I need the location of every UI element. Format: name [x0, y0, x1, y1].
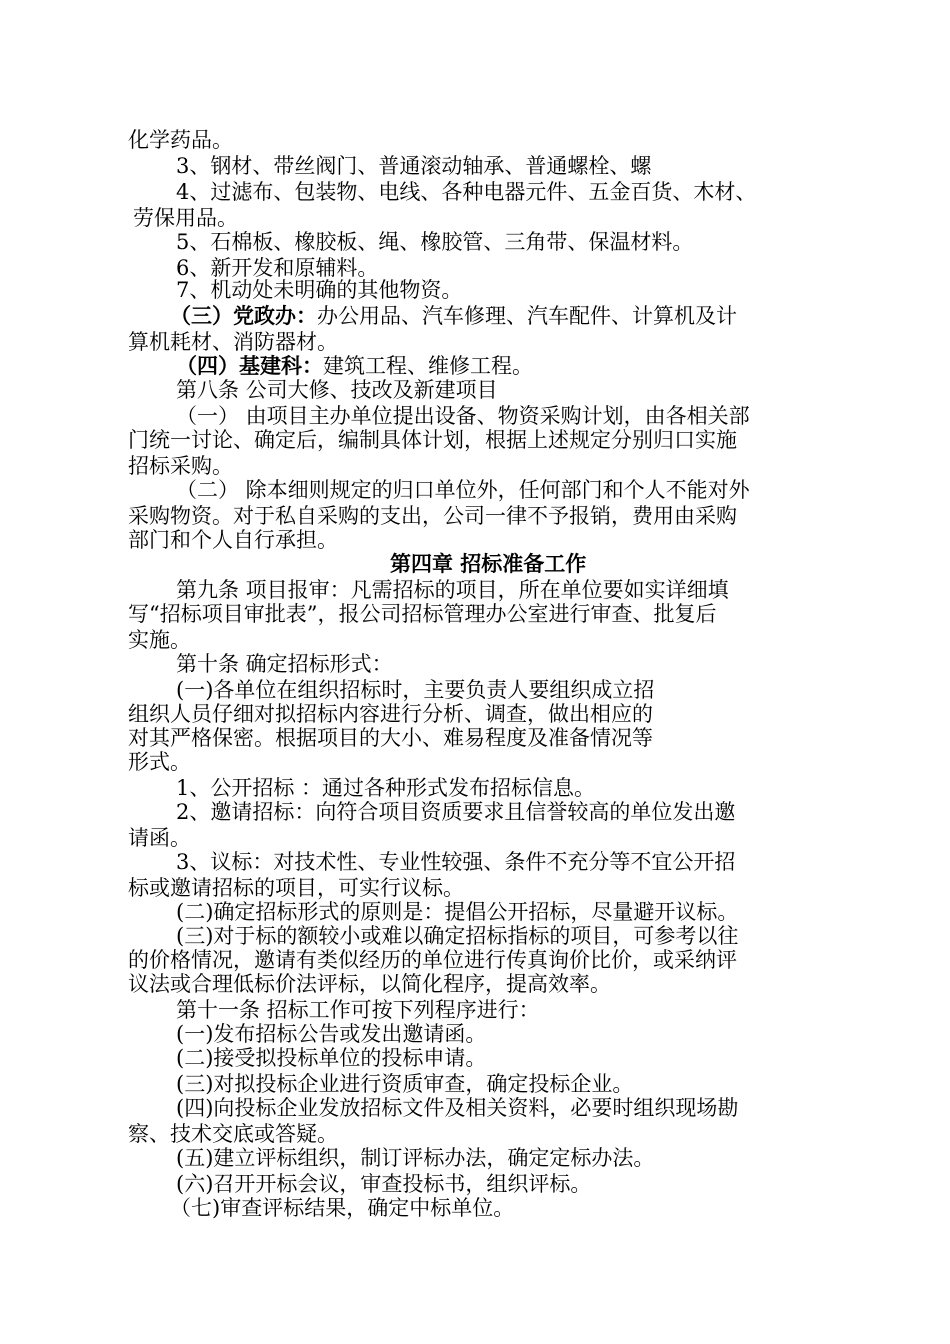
text-line: 门统一讨论、确定后，编制具体计划，根据上述规定分别归口实施	[128, 428, 737, 452]
section-text: 办公用品、汽车修理、汽车配件、计算机及计	[317, 304, 737, 328]
text-line: 第九条 项目报审：凡需招标的项目，所在单位要如实详细填	[176, 578, 729, 602]
text-line: 对其严格保密。根据项目的大小、难易程度及准备情况等	[128, 726, 653, 750]
text-line: （七)审查评标结果，确定中标单位。	[170, 1196, 515, 1220]
text-line: 实施。	[128, 628, 191, 652]
text-line: （一） 由项目主办单位提出设备、物资采购计划，由各相关部	[176, 404, 750, 428]
text-line: 3、议标：对技术性、专业性较强、条件不充分等不宜公开招	[176, 850, 736, 874]
article-heading: 第十一条 招标工作可按下列程序进行：	[176, 998, 540, 1022]
text-line: 7、机动处未明确的其他物资。	[176, 278, 463, 302]
text-line: 组织人员仔细对拟招标内容进行分析、调查，做出相应的	[128, 702, 653, 726]
text-line: 算机耗材、消防器材。	[128, 330, 338, 354]
text-line: 6、新开发和原辅料。	[176, 256, 379, 280]
text-line: 2、邀请招标：向符合项目资质要求且信誉较高的单位发出邀	[176, 800, 736, 824]
text-line: (一)发布招标公告或发出邀请函。	[176, 1022, 487, 1046]
text-line: 的价格情况，邀请有类似经历的单位进行传真询价比价，或采纳评	[128, 948, 737, 972]
section-label: （三）党政办：	[170, 303, 317, 328]
text-line: 察、技术交底或答疑。	[128, 1122, 338, 1146]
text-line: （二） 除本细则规定的归口单位外，任何部门和个人不能对外	[176, 478, 750, 502]
text-line: (六)召开开标会议，审查投标书，组织评标。	[176, 1172, 592, 1196]
text-line: 部门和个人自行承担。	[128, 528, 338, 552]
text-line: 请函。	[128, 826, 191, 850]
text-line: 招标采购。	[128, 454, 233, 478]
text-line: 议法或合理低标价法评标，以简化程序，提高效率。	[128, 972, 611, 996]
text-line: (三)对拟投标企业进行资质审查，确定投标企业。	[176, 1072, 634, 1096]
text-line: 3、钢材、带丝阀门、普通滚动轴承、普通螺栓、螺	[176, 154, 652, 178]
text-line: (三)对于标的额较小或难以确定招标指标的项目，可参考以往	[176, 924, 739, 948]
text-line: 标或邀请招标的项目，可实行议标。	[128, 876, 464, 900]
text-line: (一)各单位在组织招标时，主要负责人要组织成立招	[176, 678, 655, 702]
text-line: (二)接受拟投标单位的投标申请。	[176, 1046, 487, 1070]
text-line: 5、石棉板、橡胶板、绳、橡胶管、三角带、保温材料。	[176, 230, 694, 254]
text-line: 4、过滤布、包装物、电线、各种电器元件、五金百货、木材、	[176, 180, 757, 204]
text-line: (二)确定招标形式的原则是：提倡公开招标，尽量避开议标。	[176, 900, 739, 924]
article-heading: 第十条 确定招标形式：	[176, 652, 393, 676]
text-line: 采购物资。对于私自采购的支出，公司一律不予报销，费用由采购	[128, 504, 737, 528]
section-label: （四）基建科：	[176, 353, 323, 378]
article-heading: 第八条 公司大修、技改及新建项目	[176, 378, 498, 402]
text-line: 1、公开招标 ：通过各种形式发布招标信息。	[176, 776, 596, 800]
chapter-title: 第四章 招标准备工作	[390, 552, 587, 576]
text-line: 形式。	[128, 750, 191, 774]
text-line: 写“招标项目审批表”，报公司招标管理办公室进行审查、批复后	[128, 602, 717, 626]
text-line: 劳保用品。	[133, 206, 238, 230]
section-line-party-office	[170, 302, 737, 330]
text-line: 化学药品。	[128, 128, 233, 152]
section-text: 建筑工程、维修工程。	[323, 354, 533, 378]
text-line: (四)向投标企业发放招标文件及相关资料，必要时组织现场勘	[176, 1096, 739, 1120]
text-line: (五)建立评标组织，制订评标办法，确定定标办法。	[176, 1146, 655, 1170]
